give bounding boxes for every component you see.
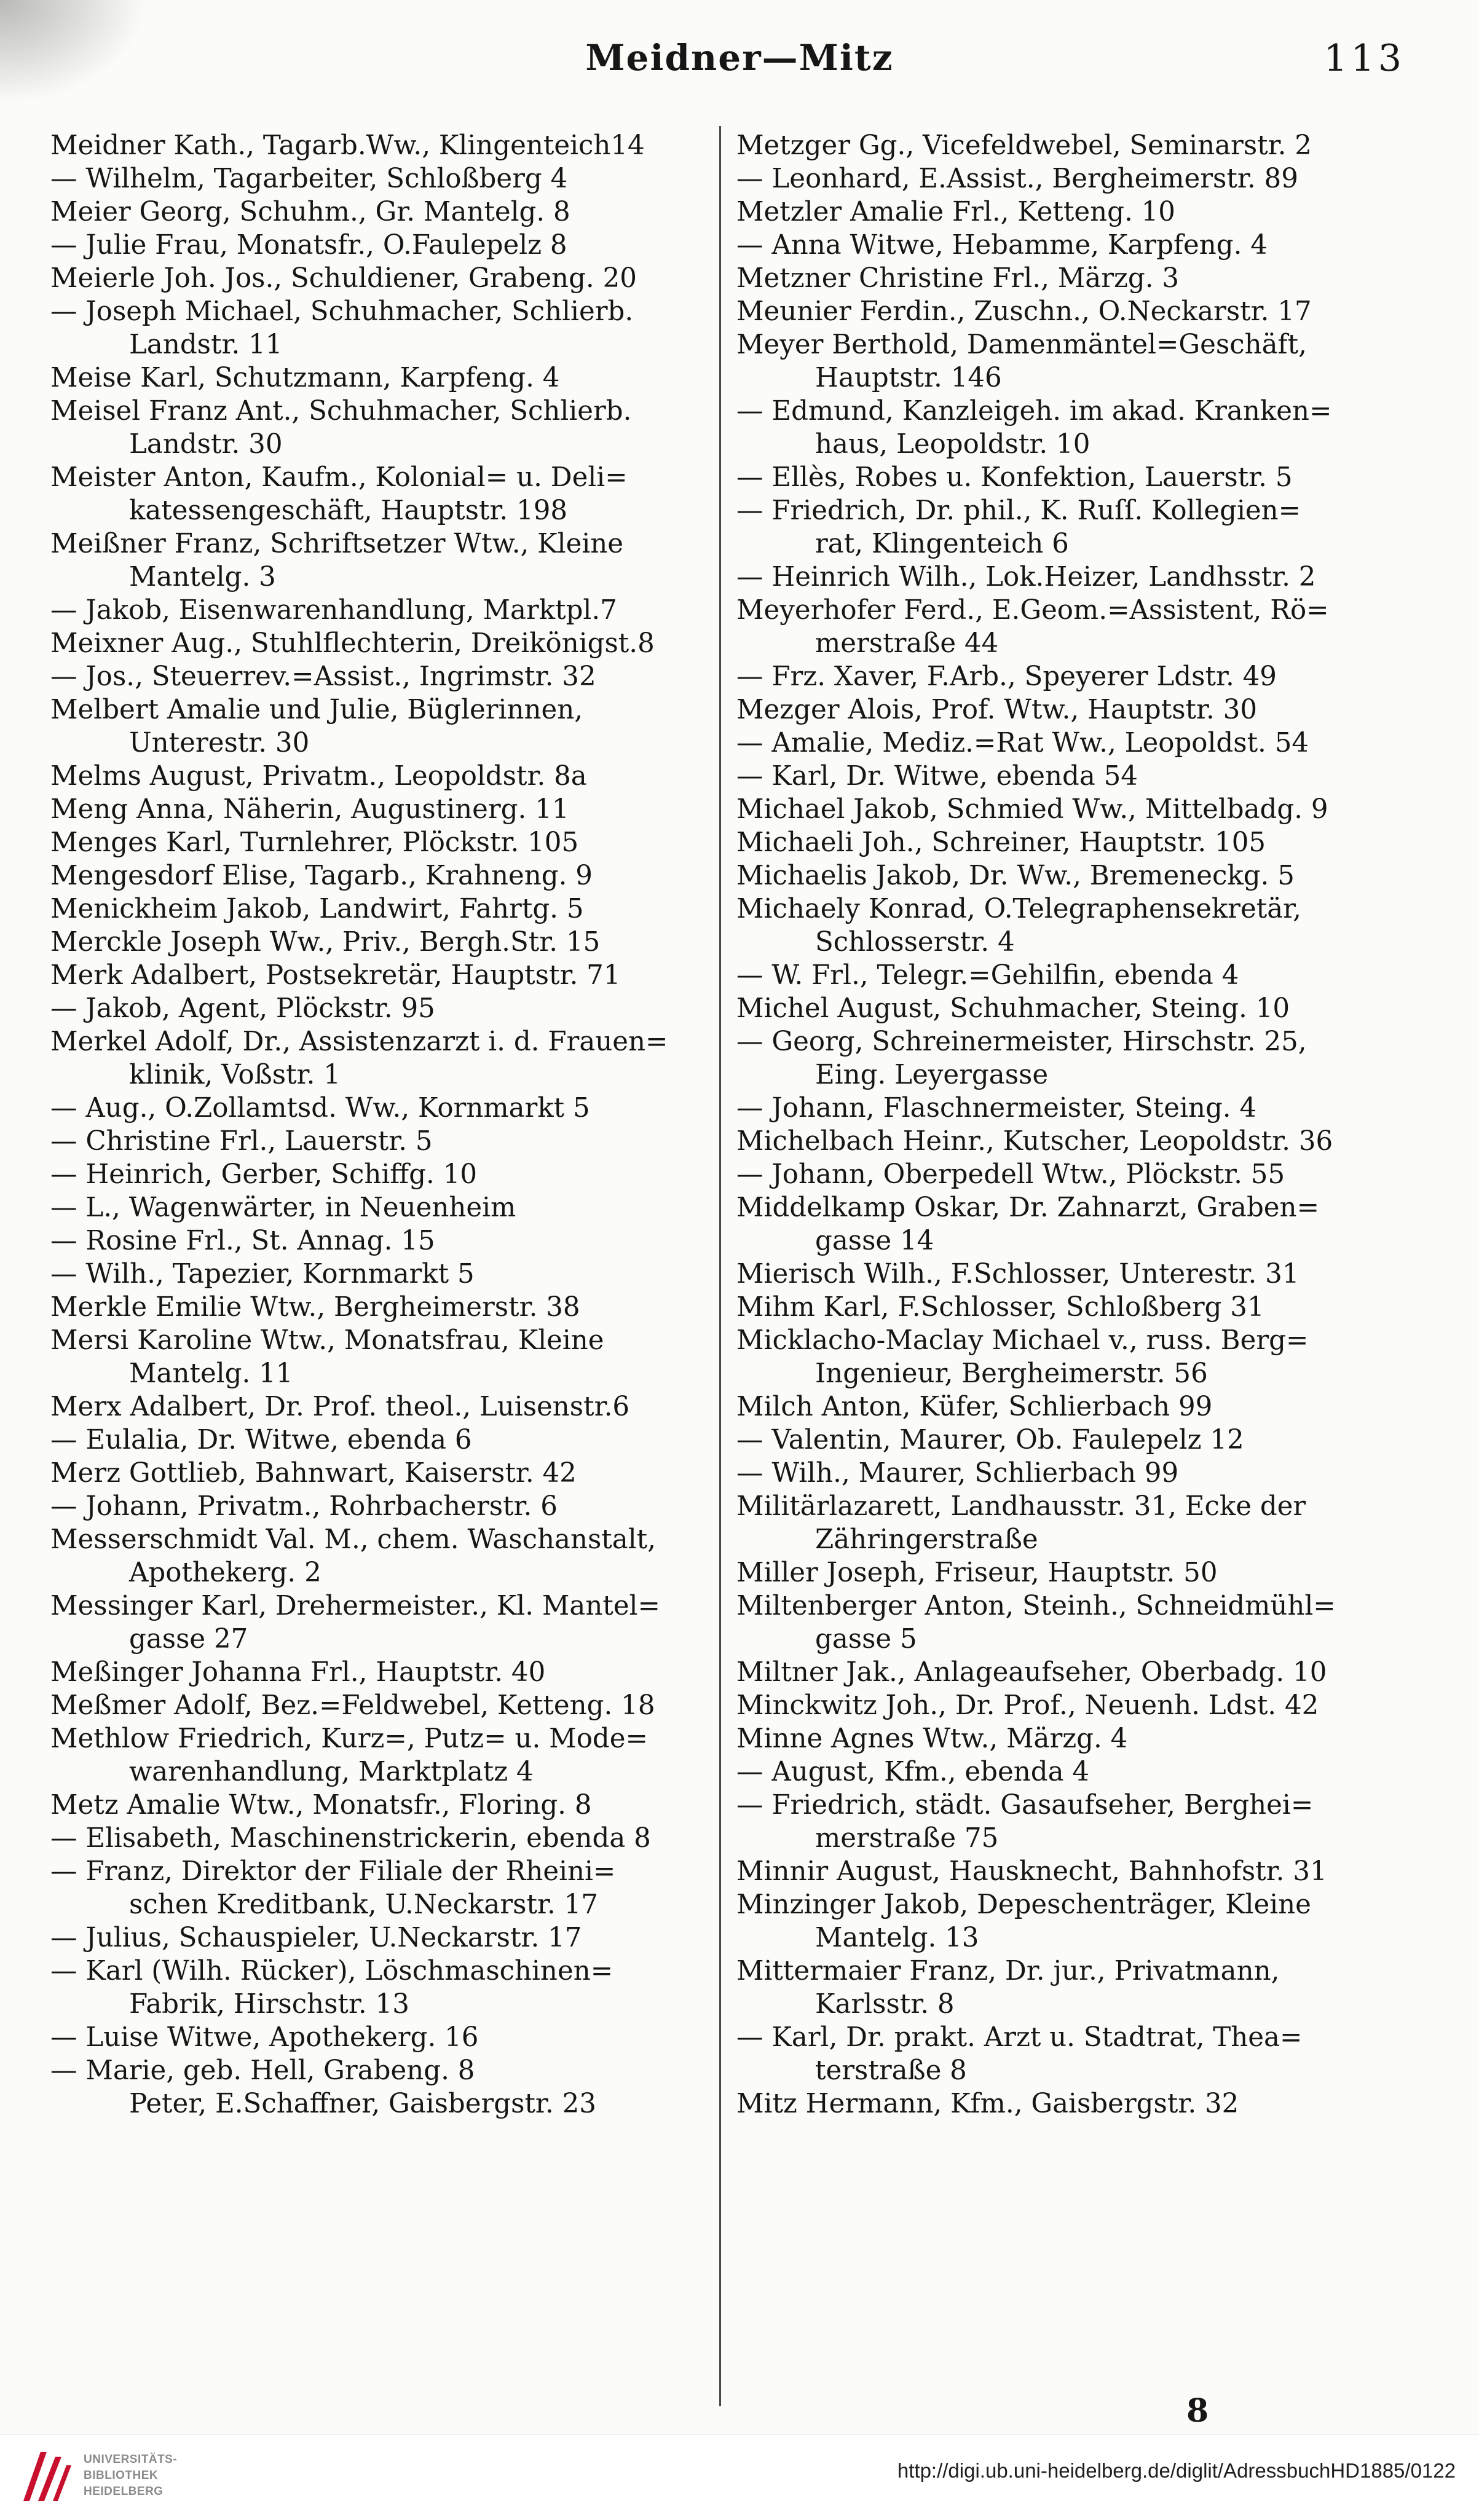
directory-entry-line: Mittermaier Franz, Dr. jur., Privatmann, bbox=[736, 1956, 1280, 1986]
column-divider bbox=[719, 126, 721, 2406]
directory-entry-line: Merx Adalbert, Dr. Prof. theol., Luisenstr.6 bbox=[50, 1392, 630, 1422]
directory-entry-line: Micklacho-Maclay Michael v., russ. Berg= bbox=[736, 1325, 1309, 1356]
source-url-link[interactable]: http://digi.ub.uni-heidelberg.de/diglit/AdressbuchHD1885/0122 bbox=[897, 2459, 1456, 2482]
directory-entry-line: — Edmund, Kanzleigeh. im akad. Kranken= bbox=[736, 396, 1332, 427]
directory-entry-line: Metzner Christine Frl., Märzg. 3 bbox=[736, 263, 1180, 294]
directory-entry-line: merstraße 75 bbox=[815, 1823, 999, 1854]
directory-entry-line: Miltner Jak., Anlageaufseher, Oberbadg. 10 bbox=[736, 1657, 1327, 1688]
directory-entry-line: Miltenberger Anton, Steinh., Schneidmühl= bbox=[736, 1591, 1336, 1621]
directory-entry-line: — Jos., Steuerrev.=Assist., Ingrimstr. 32 bbox=[50, 661, 596, 692]
directory-entry-line: — Julie Frau, Monatsfr., O.Faulepelz 8 bbox=[50, 230, 567, 261]
directory-entry-line: Meister Anton, Kaufm., Kolonial= u. Deli= bbox=[50, 462, 628, 493]
directory-entry-line: Meßinger Johanna Frl., Hauptstr. 40 bbox=[50, 1657, 546, 1688]
directory-entry-line: — Christine Frl., Lauerstr. 5 bbox=[50, 1126, 433, 1157]
directory-entry-line: gasse 27 bbox=[129, 1624, 248, 1655]
directory-entry-line: — Johann, Flaschnermeister, Steing. 4 bbox=[736, 1093, 1257, 1124]
directory-entry-line: — Rosine Frl., St. Annag. 15 bbox=[50, 1226, 435, 1256]
directory-entry-line: Eing. Leyergasse bbox=[815, 1060, 1049, 1090]
directory-entry-line: schen Kreditbank, U.Neckarstr. 17 bbox=[129, 1889, 598, 1920]
directory-entry-line: — Johann, Privatm., Rohrbacherstr. 6 bbox=[50, 1491, 558, 1522]
directory-entry-line: klinik, Voßstr. 1 bbox=[129, 1060, 341, 1090]
viewer-footer bbox=[0, 2434, 1479, 2520]
directory-entry-line: — August, Kfm., ebenda 4 bbox=[736, 1757, 1090, 1787]
directory-entry-line: — Valentin, Maurer, Ob. Faulepelz 12 bbox=[736, 1425, 1244, 1455]
directory-entry-line: — Wilh., Tapezier, Kornmarkt 5 bbox=[50, 1259, 475, 1290]
directory-entry-line: Minne Agnes Wtw., Märzg. 4 bbox=[736, 1723, 1128, 1754]
directory-entry-line: haus, Leopoldstr. 10 bbox=[815, 429, 1091, 460]
directory-entry-line: — Jakob, Eisenwarenhandlung, Marktpl.7 bbox=[50, 595, 617, 626]
directory-entry-line: Menges Karl, Turnlehrer, Plöckstr. 105 bbox=[50, 827, 579, 858]
directory-entry-line: Mihm Karl, F.Schlosser, Schloßberg 31 bbox=[736, 1292, 1264, 1323]
directory-entry-line: katessengeschäft, Hauptstr. 198 bbox=[129, 495, 568, 526]
directory-entry-line: rat, Klingenteich 6 bbox=[815, 529, 1069, 559]
directory-entry-line: Peter, E.Schaffner, Gaisbergstr. 23 bbox=[129, 2089, 596, 2119]
directory-entry-line: Hauptstr. 146 bbox=[815, 363, 1002, 393]
directory-entry-line: Merz Gottlieb, Bahnwart, Kaiserstr. 42 bbox=[50, 1458, 577, 1489]
directory-entry-line: Unterestr. 30 bbox=[129, 728, 310, 758]
directory-entry-line: Karlsstr. 8 bbox=[815, 1989, 955, 2020]
directory-entry-line: — Friedrich, Dr. phil., K. Ruſſ. Kollegien= bbox=[736, 495, 1301, 526]
directory-entry-line: Mantelg. 11 bbox=[129, 1358, 293, 1389]
directory-entry-line: Landstr. 30 bbox=[129, 429, 283, 460]
directory-entry-line: — Wilh., Maurer, Schlierbach 99 bbox=[736, 1458, 1179, 1489]
directory-entry-line: warenhandlung, Marktplatz 4 bbox=[129, 1757, 534, 1787]
signature-mark: 8 bbox=[1186, 2392, 1209, 2430]
directory-entry-line: Mengesdorf Elise, Tagarb., Krahneng. 9 bbox=[50, 860, 593, 891]
directory-entry-line: Metzler Amalie Frl., Ketteng. 10 bbox=[736, 197, 1175, 227]
directory-entry-line: Meier Georg, Schuhm., Gr. Mantelg. 8 bbox=[50, 197, 570, 227]
directory-entry-line: gasse 14 bbox=[815, 1226, 934, 1256]
library-logo[interactable] bbox=[17, 2439, 220, 2510]
directory-entry-line: Schlosserstr. 4 bbox=[815, 927, 1015, 958]
page-title: Meidner—Mitz bbox=[585, 37, 894, 79]
directory-entry-line: Menickheim Jakob, Landwirt, Fahrtg. 5 bbox=[50, 894, 584, 924]
logo-text-line: BIBLIOTHEK bbox=[84, 2469, 159, 2482]
directory-entry-line: Milch Anton, Küfer, Schlierbach 99 bbox=[736, 1392, 1213, 1422]
directory-entry-line: Meierle Joh. Jos., Schuldiener, Grabeng. 20 bbox=[50, 263, 637, 294]
directory-entry-line: Mantelg. 3 bbox=[129, 562, 276, 593]
directory-entry-line: Meixner Aug., Stuhlflechterin, Dreikönigst.8 bbox=[50, 628, 655, 659]
directory-entry-line: — Luise Witwe, Apothekerg. 16 bbox=[50, 2022, 479, 2053]
directory-entry-line: — L., Wagenwärter, in Neuenheim bbox=[50, 1192, 516, 1223]
directory-entry-line: Meng Anna, Näherin, Augustinerg. 11 bbox=[50, 794, 569, 825]
right-column bbox=[736, 129, 1400, 2120]
directory-entry-line: Meßmer Adolf, Bez.=Feldwebel, Ketteng. 18 bbox=[50, 1690, 655, 1721]
directory-entry-line: merstraße 44 bbox=[815, 628, 999, 659]
directory-entry-line: — Jakob, Agent, Plöckstr. 95 bbox=[50, 993, 435, 1024]
directory-entry-line: — Frz. Xaver, F.Arb., Speyerer Ldstr. 49 bbox=[736, 661, 1277, 692]
directory-entry-line: Merkel Adolf, Dr., Assistenzarzt i. d. Frauen= bbox=[50, 1026, 668, 1057]
directory-entry-line: Minnir August, Hausknecht, Bahnhofstr. 31 bbox=[736, 1856, 1327, 1887]
directory-entry-line: Meißner Franz, Schriftsetzer Wtw., Kleine bbox=[50, 529, 624, 559]
directory-entry-line: Metz Amalie Wtw., Monatsfr., Floring. 8 bbox=[50, 1790, 592, 1821]
directory-entry-line: Meidner Kath., Tagarb.Ww., Klingenteich14 bbox=[50, 130, 645, 161]
directory-entry-line: Michel August, Schuhmacher, Steing. 10 bbox=[736, 993, 1290, 1024]
directory-entry-line: — Karl, Dr. prakt. Arzt u. Stadtrat, Thea= bbox=[736, 2022, 1303, 2053]
directory-entry-line: Minzinger Jakob, Depeschenträger, Kleine bbox=[736, 1889, 1311, 1920]
directory-entry-line: — Elisabeth, Maschinenstrickerin, ebenda 8 bbox=[50, 1823, 651, 1854]
directory-entry-line: — Eulalia, Dr. Witwe, ebenda 6 bbox=[50, 1425, 472, 1455]
directory-entry-line: Meise Karl, Schutzmann, Karpfeng. 4 bbox=[50, 363, 560, 393]
directory-entry-line: Methlow Friedrich, Kurz=, Putz= u. Mode= bbox=[50, 1723, 648, 1754]
directory-entry-line: Michelbach Heinr., Kutscher, Leopoldstr. 36 bbox=[736, 1126, 1333, 1157]
directory-entry-line: Fabrik, Hirschstr. 13 bbox=[129, 1989, 409, 2020]
directory-entry-line: — Julius, Schauspieler, U.Neckarstr. 17 bbox=[50, 1923, 582, 1953]
directory-entry-line: — Leonhard, E.Assist., Bergheimerstr. 89 bbox=[736, 163, 1298, 194]
directory-entry-line: — Johann, Oberpedell Wtw., Plöckstr. 55 bbox=[736, 1159, 1285, 1190]
directory-entry-line: Militärlazarett, Landhausstr. 31, Ecke der bbox=[736, 1491, 1306, 1522]
directory-entry-line: Apothekerg. 2 bbox=[129, 1557, 321, 1588]
directory-entry-line: Metzger Gg., Vicefeldwebel, Seminarstr. 2 bbox=[736, 130, 1312, 161]
directory-entry-line: — Georg, Schreinermeister, Hirschstr. 25, bbox=[736, 1026, 1307, 1057]
directory-entry-line: Zähringerstraße bbox=[815, 1524, 1038, 1555]
directory-entry-line: Michael Jakob, Schmied Ww., Mittelbadg. 9 bbox=[736, 794, 1328, 825]
directory-entry-line: — Anna Witwe, Hebamme, Karpfeng. 4 bbox=[736, 230, 1268, 261]
directory-entry-line: Landstr. 11 bbox=[129, 329, 283, 360]
directory-entry-line: Meyer Berthold, Damenmäntel=Geschäft, bbox=[736, 329, 1307, 360]
directory-entry-line: Michaeli Joh., Schreiner, Hauptstr. 105 bbox=[736, 827, 1266, 858]
directory-entry-line: — Wilhelm, Tagarbeiter, Schloßberg 4 bbox=[50, 163, 568, 194]
directory-entry-line: Mitz Hermann, Kfm., Gaisbergstr. 32 bbox=[736, 2089, 1239, 2119]
directory-entry-line: — Joseph Michael, Schuhmacher, Schlierb. bbox=[50, 296, 634, 327]
logo-text-line: UNIVERSITÄTS- bbox=[84, 2453, 178, 2466]
directory-entry-line: — Karl (Wilh. Rücker), Löschmaschinen= bbox=[50, 1956, 613, 1986]
directory-entry-line: Merk Adalbert, Postsekretär, Hauptstr. 71 bbox=[50, 960, 621, 991]
directory-entry-line: — W. Frl., Telegr.=Gehilfin, ebenda 4 bbox=[736, 960, 1239, 991]
page-header bbox=[0, 31, 1479, 98]
directory-entry-line: — Friedrich, städt. Gasaufseher, Berghei= bbox=[736, 1790, 1314, 1821]
directory-entry-line: Michaely Konrad, O.Telegraphensekretär, bbox=[736, 894, 1301, 924]
directory-entry-line: Messinger Karl, Drehermeister., Kl. Mantel= bbox=[50, 1591, 660, 1621]
directory-entry-line: Mantelg. 13 bbox=[815, 1923, 979, 1953]
directory-entry-line: Mersi Karoline Wtw., Monatsfrau, Kleine bbox=[50, 1325, 604, 1356]
directory-entry-line: — Ellès, Robes u. Konfektion, Lauerstr. 5 bbox=[736, 462, 1293, 493]
directory-entry-line: Melms August, Privatm., Leopoldstr. 8a bbox=[50, 761, 587, 792]
directory-entry-line: gasse 5 bbox=[815, 1624, 917, 1655]
directory-entry-line: Messerschmidt Val. M., chem. Waschanstalt, bbox=[50, 1524, 656, 1555]
directory-entry-line: Meisel Franz Ant., Schuhmacher, Schlierb. bbox=[50, 396, 632, 427]
directory-entry-line: Merckle Joseph Ww., Priv., Bergh.Str. 15 bbox=[50, 927, 601, 958]
directory-entry-line: — Karl, Dr. Witwe, ebenda 54 bbox=[736, 761, 1138, 792]
directory-entry-line: — Amalie, Mediz.=Rat Ww., Leopoldst. 54 bbox=[736, 728, 1309, 758]
directory-entry-line: Ingenieur, Bergheimerstr. 56 bbox=[815, 1358, 1208, 1389]
directory-entry-line: — Heinrich, Gerber, Schiffg. 10 bbox=[50, 1159, 478, 1190]
directory-entry-line: — Franz, Direktor der Filiale der Rheini= bbox=[50, 1856, 616, 1887]
directory-entry-line: Mierisch Wilh., F.Schlosser, Unterestr. 31 bbox=[736, 1259, 1300, 1290]
directory-entry-line: Melbert Amalie und Julie, Büglerinnen, bbox=[50, 695, 583, 725]
left-column bbox=[50, 129, 714, 2120]
directory-entry-line: — Aug., O.Zollamtsd. Ww., Kornmarkt 5 bbox=[50, 1093, 590, 1124]
directory-entry-line: Middelkamp Oskar, Dr. Zahnarzt, Graben= bbox=[736, 1192, 1320, 1223]
directory-entry-line: Michaelis Jakob, Dr. Ww., Bremeneckg. 5 bbox=[736, 860, 1295, 891]
directory-entry-line: terstraße 8 bbox=[815, 2055, 967, 2086]
directory-entry-line: Merkle Emilie Wtw., Bergheimerstr. 38 bbox=[50, 1292, 580, 1323]
page-number: 113 bbox=[1323, 37, 1405, 80]
logo-text-line: HEIDELBERG bbox=[84, 2485, 164, 2498]
directory-entry-line: Mezger Alois, Prof. Wtw., Hauptstr. 30 bbox=[736, 695, 1258, 725]
directory-entry-line: — Heinrich Wilh., Lok.Heizer, Landhsstr. 2 bbox=[736, 562, 1316, 593]
directory-entry-line: Meunier Ferdin., Zuschn., O.Neckarstr. 17 bbox=[736, 296, 1312, 327]
directory-entry-line: Minckwitz Joh., Dr. Prof., Neuenh. Ldst. 42 bbox=[736, 1690, 1319, 1721]
directory-entry-line: Meyerhofer Ferd., E.Geom.=Assistent, Rö= bbox=[736, 595, 1329, 626]
directory-entry-line: — Marie, geb. Hell, Grabeng. 8 bbox=[50, 2055, 475, 2086]
directory-entry-line: Miller Joseph, Friseur, Hauptstr. 50 bbox=[736, 1557, 1218, 1588]
library-logo-icon bbox=[17, 2439, 76, 2510]
